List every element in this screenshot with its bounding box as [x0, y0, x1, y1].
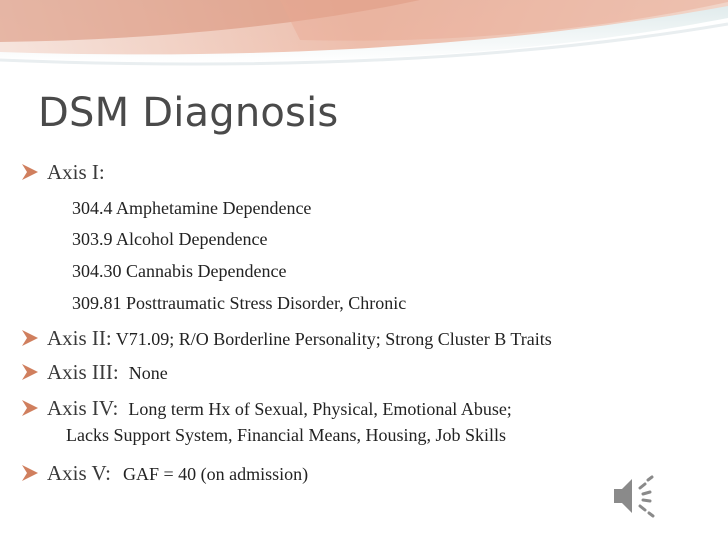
- axis-label: Axis I:: [47, 160, 105, 184]
- arrow-bullet-icon: [20, 163, 40, 181]
- axis-1-item: 303.9 Alcohol Dependence: [72, 229, 268, 249]
- axis-value: V71.09; R/O Borderline Personality; Strong Cluster B Traits: [115, 329, 552, 349]
- arrow-bullet-icon: [20, 399, 40, 417]
- decorative-header-band: [0, 0, 728, 95]
- bullet-axis-2: [20, 326, 552, 351]
- axis-1-item: 309.81 Posttraumatic Stress Disorder, Chronic: [72, 293, 407, 313]
- bullet-axis-1: [20, 160, 105, 185]
- axis-1-item: 304.30 Cannabis Dependence: [72, 261, 287, 281]
- arrow-bullet-icon: [20, 329, 40, 347]
- axis-4-continuation: Lacks Support System, Financial Means, Housing, Job Skills: [66, 425, 506, 445]
- axis-label: Axis V:: [47, 461, 111, 485]
- axis-value: Long term Hx of Sexual, Physical, Emotional Abuse;: [128, 399, 512, 419]
- speaker-icon[interactable]: [610, 472, 660, 520]
- axis-value: None: [128, 363, 168, 383]
- axis-label: Axis IV:: [47, 396, 119, 420]
- slide-title: DSM Diagnosis: [38, 90, 339, 136]
- axis-label: Axis II:: [47, 326, 112, 350]
- axis-value: GAF = 40 (on admission): [122, 464, 309, 484]
- axis-label: Axis III:: [47, 360, 119, 384]
- bullet-axis-4: [20, 396, 512, 421]
- bullet-axis-3: [20, 360, 168, 385]
- bullet-axis-5: [20, 461, 308, 486]
- axis-1-item: 304.4 Amphetamine Dependence: [72, 198, 312, 218]
- arrow-bullet-icon: [20, 363, 40, 381]
- arrow-bullet-icon: [20, 464, 40, 482]
